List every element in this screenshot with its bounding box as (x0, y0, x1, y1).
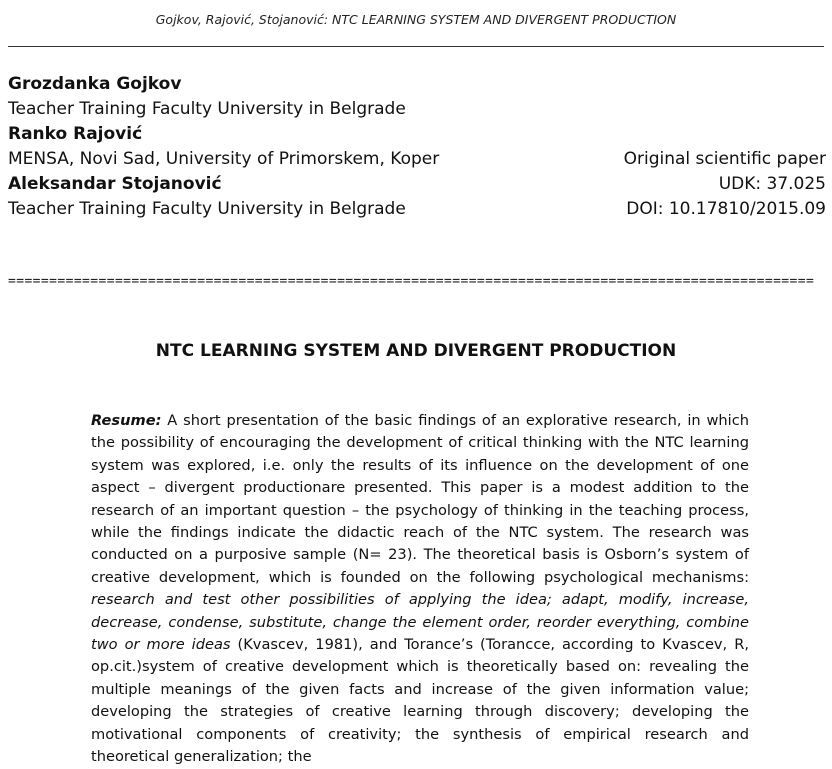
abstract-italic-1: research and test other possibilities of applying the idea; adapt, modify, increase, decrease, condense, substitute, change the element order, reorder everything, combine two or more ideas (91, 591, 749, 654)
running-head: Gojkov, Rajović, Stojanović: NTC LEARNING SYSTEM AND DIVERGENT PRODUCTION (155, 12, 677, 27)
author-affiliation-2: MENSA, Novi Sad, University of Primorskem, Koper (8, 149, 440, 169)
header-rule (8, 46, 824, 47)
abstract-text-1: A short presentation of the basic findings of an explorative research, in which the possibility of encouraging the development of critical thinking with the NTC learning system was explored, i.e. only the results of its influence on the development of one aspect – divergent productionare presented. This paper is a modest addition to the research of an important question – the psychology of thinking in the teaching process, while the findings indicate the didactic reach of the NTC system. The research was conducted on a purposive sample (N= 23). The theoretical basis is Osborn’s system of creative development, which is founded on the following psychological mechanisms: (91, 412, 749, 586)
author-block (8, 72, 826, 222)
udk-code: UDK: 37.025 (718, 174, 826, 194)
author-line-1 (8, 72, 826, 97)
author-line-2 (8, 122, 826, 147)
author-name-3: Aleksandar Stojanović (8, 174, 222, 194)
affiliation-line-1 (8, 97, 826, 122)
author-name-1: Grozdanka Gojkov (8, 74, 182, 94)
affiliation-line-3 (8, 197, 826, 222)
author-affiliation-3: Teacher Training Faculty University in Belgrade (8, 199, 406, 219)
abstract (91, 410, 749, 769)
author-line-3 (8, 172, 826, 197)
author-name-2: Ranko Rajović (8, 124, 143, 144)
abstract-text-2: (Kvascev, 1981), and Torance’s (Torancce, according to Kvascev, R, op.cit.)system of creative development which is theoretically based on: revealing the multiple meanings of the given facts and increase of the given information value; developing the strategies of creative learning through discovery; developing the motivational components of creativity; the synthesis of empirical research and theoretical generalization; the (91, 636, 749, 766)
paper-title: NTC LEARNING SYSTEM AND DIVERGENT PRODUCTION (155, 341, 677, 361)
affiliation-line-2 (8, 147, 826, 172)
abstract-label: Resume: (91, 412, 162, 429)
paper-type: Original scientific paper (623, 149, 826, 169)
section-divider: ================================================================================================== (8, 274, 815, 289)
author-affiliation-1: Teacher Training Faculty University in Belgrade (8, 99, 406, 119)
doi: DOI: 10.17810/2015.09 (626, 199, 826, 219)
